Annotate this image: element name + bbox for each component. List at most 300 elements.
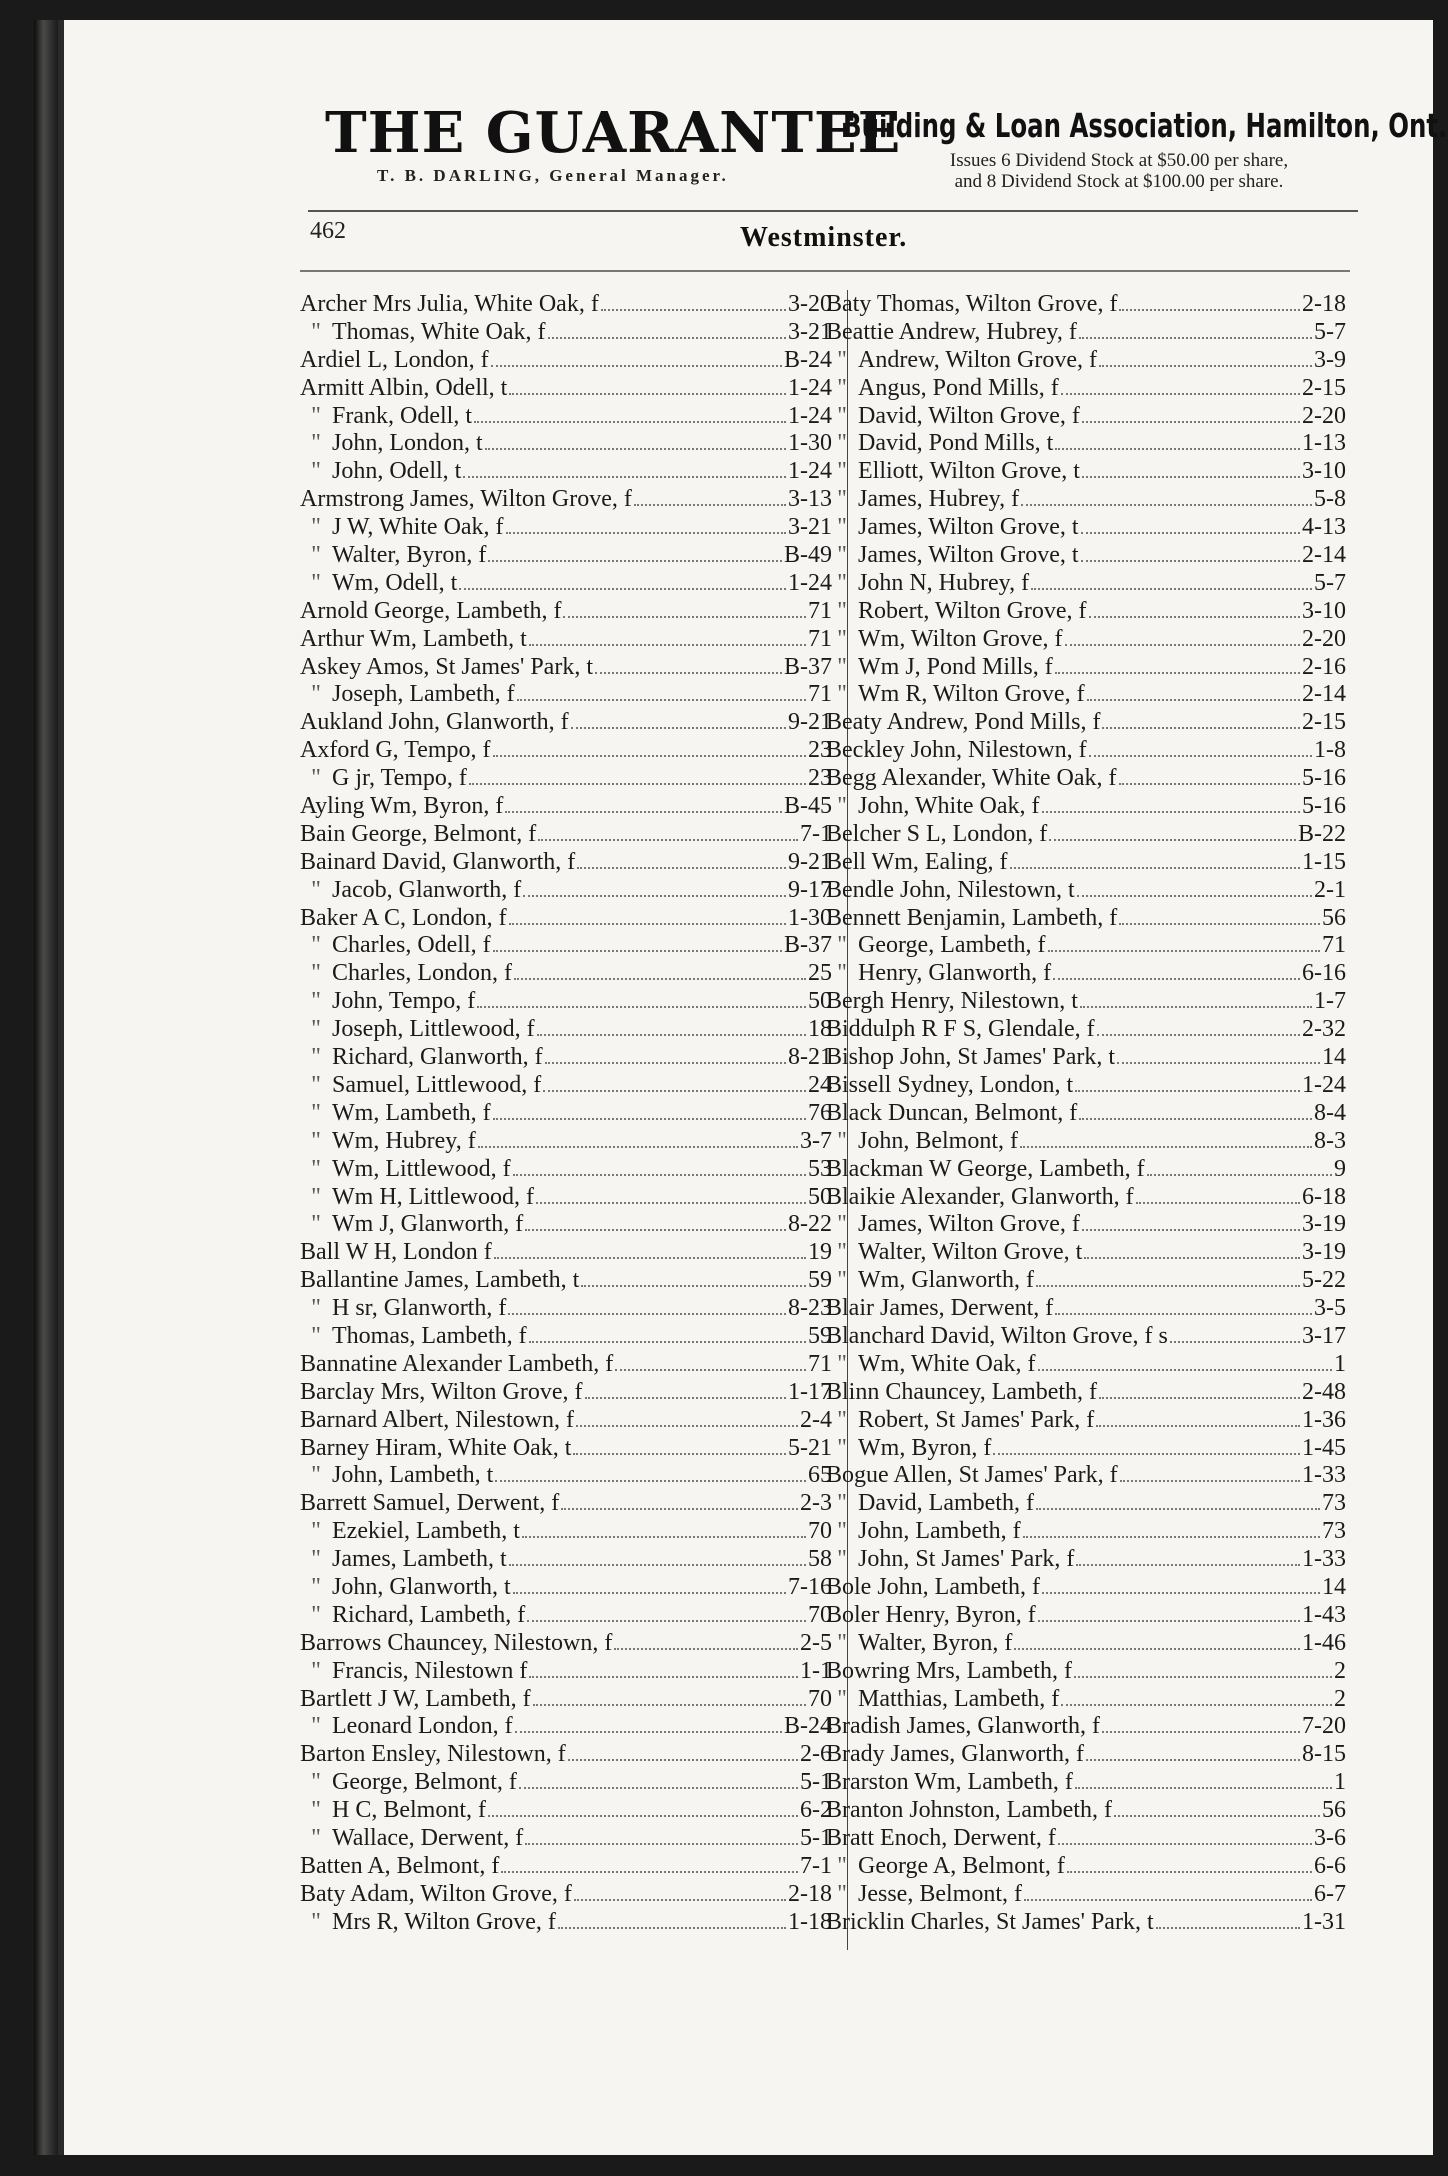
leader-dots — [1080, 1006, 1312, 1008]
entry-name: George, Lambeth, f — [858, 932, 1046, 959]
advert-issues-line1: Issues 6 Dividend Stock at $50.00 per share, — [949, 150, 1289, 171]
leader-dots — [576, 1425, 798, 1427]
entry-lot-number: 53 — [808, 1155, 832, 1182]
leader-dots — [1036, 1508, 1320, 1510]
entry-lot-number: 6-18 — [1302, 1183, 1346, 1210]
ditto-mark: " — [837, 1629, 847, 1656]
ditto-mark: " — [837, 1434, 847, 1461]
directory-entry — [826, 1658, 1346, 1686]
leader-dots — [1058, 1843, 1312, 1845]
entry-name: Beattie Andrew, Hubrey, f — [826, 318, 1077, 345]
leader-dots — [478, 1146, 798, 1148]
ditto-mark: " — [837, 374, 847, 401]
advertisement-header — [255, 100, 1448, 210]
entry-name: Joseph, Littlewood, f — [332, 1016, 535, 1043]
entry-lot-number: 2-32 — [1302, 1016, 1346, 1043]
entry-lot-number: 1-33 — [1302, 1462, 1346, 1489]
entry-name: Blaikie Alexander, Glanworth, f — [826, 1183, 1134, 1210]
ditto-mark: " — [837, 1546, 847, 1573]
entry-name: Jesse, Belmont, f — [858, 1880, 1022, 1907]
directory-entry — [826, 1741, 1346, 1769]
entry-lot-number: B-24 — [784, 346, 832, 373]
entry-lot-number: 6-16 — [1302, 960, 1346, 987]
entry-name: Wallace, Derwent, f — [332, 1824, 524, 1851]
entry-name: Bowring Mrs, Lambeth, f — [826, 1657, 1072, 1684]
entry-name: Francis, Nilestown f — [332, 1657, 528, 1684]
leader-dots — [491, 365, 782, 367]
entry-name: Jacob, Glanworth, f — [332, 876, 522, 903]
entry-name: Barnard Albert, Nilestown, f — [300, 1406, 574, 1433]
ditto-mark: " — [837, 542, 847, 569]
entry-name: Bendle John, Nilestown, t — [826, 876, 1075, 903]
entry-name: Blinn Chauncey, Lambeth, f — [826, 1378, 1098, 1405]
entry-name: James, Lambeth, t — [332, 1546, 507, 1573]
entry-lot-number: 71 — [808, 597, 832, 624]
ditto-mark: " — [311, 1657, 321, 1684]
entry-lot-number: 1 — [1334, 1350, 1346, 1377]
directory-entry — [300, 1518, 832, 1546]
entry-name: Aukland John, Glanworth, f — [300, 709, 569, 736]
entry-lot-number: 5-21 — [788, 1434, 832, 1461]
entry-lot-number: 7-20 — [1302, 1713, 1346, 1740]
entry-lot-number: 3-21 — [788, 514, 832, 541]
directory-entry — [300, 1853, 832, 1881]
entry-name: Barrett Samuel, Derwent, f — [300, 1490, 560, 1517]
entry-lot-number: 5-16 — [1302, 793, 1346, 820]
directory-entry — [300, 654, 832, 682]
leader-dots — [515, 1731, 782, 1733]
directory-entry — [300, 1546, 832, 1574]
leader-dots — [1119, 309, 1300, 311]
entry-name: Richard, Glanworth, f — [332, 1044, 543, 1071]
directory-entry — [826, 1909, 1346, 1937]
entry-lot-number: 2-3 — [800, 1490, 832, 1517]
directory-entry — [826, 1100, 1346, 1128]
directory-entry — [826, 1211, 1346, 1239]
leader-dots — [1049, 839, 1296, 841]
directory-entry — [826, 1630, 1346, 1658]
entry-lot-number: 6-6 — [1314, 1852, 1346, 1879]
entry-lot-number: 3-10 — [1302, 458, 1346, 485]
leader-dots — [517, 699, 806, 701]
entry-lot-number: 2-18 — [1302, 291, 1346, 317]
entry-lot-number: 3-9 — [1314, 346, 1346, 373]
entry-lot-number: 1-46 — [1302, 1629, 1346, 1656]
ditto-mark: " — [311, 1099, 321, 1126]
leader-dots — [561, 1508, 798, 1510]
directory-entry — [300, 598, 832, 626]
leader-dots — [1119, 923, 1320, 925]
entry-lot-number: 50 — [808, 988, 832, 1015]
directory-entry — [300, 319, 832, 347]
ditto-mark: " — [311, 932, 321, 959]
directory-entry — [300, 542, 832, 570]
ditto-mark: " — [311, 1573, 321, 1600]
entry-lot-number: 7-16 — [788, 1573, 832, 1600]
directory-entry — [826, 1323, 1346, 1351]
directory-entry — [826, 1490, 1346, 1518]
entry-name: Barclay Mrs, Wilton Grove, f — [300, 1378, 583, 1405]
entry-lot-number: 8-3 — [1314, 1127, 1346, 1154]
ditto-mark: " — [311, 569, 321, 596]
entry-lot-number: 25 — [808, 960, 832, 987]
entry-lot-number: 2-6 — [800, 1741, 832, 1768]
directory-entry — [826, 1881, 1346, 1909]
ditto-mark: " — [311, 876, 321, 903]
ditto-mark: " — [837, 346, 847, 373]
ditto-mark: " — [311, 988, 321, 1015]
directory-entry — [826, 1184, 1346, 1212]
directory-entry — [300, 1100, 832, 1128]
entry-name: Bain George, Belmont, f — [300, 820, 537, 847]
ditto-mark: " — [837, 932, 847, 959]
entry-lot-number: 71 — [808, 625, 832, 652]
leader-dots — [1156, 1927, 1300, 1929]
leader-dots — [488, 1815, 798, 1817]
ditto-mark: " — [837, 681, 847, 708]
ditto-mark: " — [311, 1601, 321, 1628]
entry-lot-number: 70 — [808, 1601, 832, 1628]
entry-lot-number: B-37 — [784, 653, 832, 680]
leader-dots — [1038, 1620, 1300, 1622]
leader-dots — [1031, 588, 1312, 590]
directory-entry — [826, 1797, 1346, 1825]
leader-dots — [558, 1927, 786, 1929]
leader-dots — [1023, 1536, 1320, 1538]
leader-dots — [1055, 448, 1300, 450]
ditto-mark: " — [311, 1295, 321, 1322]
entry-name: Bannatine Alexander Lambeth, f — [300, 1350, 614, 1377]
directory-entry — [300, 1741, 832, 1769]
leader-dots — [494, 1257, 806, 1259]
directory-entry — [300, 626, 832, 654]
entry-lot-number: 3-20 — [788, 291, 832, 317]
entry-lot-number: B-22 — [1298, 820, 1346, 847]
leader-dots — [529, 1341, 806, 1343]
directory-entry — [826, 1044, 1346, 1072]
leader-dots — [529, 1676, 798, 1678]
entry-name: Armstrong James, Wilton Grove, f — [300, 486, 632, 513]
entry-name: John, London, t — [332, 430, 483, 457]
ditto-mark: " — [311, 458, 321, 485]
entry-name: Bainard David, Glanworth, f — [300, 848, 576, 875]
entry-name: Wm R, Wilton Grove, f — [858, 681, 1085, 708]
entry-lot-number: 1-24 — [1302, 1071, 1346, 1098]
entry-name: Bradish James, Glanworth, f — [826, 1713, 1100, 1740]
leader-dots — [1087, 699, 1300, 701]
entry-lot-number: 71 — [808, 681, 832, 708]
entry-lot-number: 70 — [808, 1518, 832, 1545]
leader-dots — [1038, 1369, 1332, 1371]
leader-dots — [1082, 421, 1300, 423]
entry-name: H sr, Glanworth, f — [332, 1295, 507, 1322]
entry-name: Charles, Odell, f — [332, 932, 491, 959]
leader-dots — [1079, 337, 1312, 339]
directory-entry — [826, 1016, 1346, 1044]
entry-lot-number: 1-30 — [788, 904, 832, 931]
leader-dots — [523, 895, 786, 897]
entry-name: Belcher S L, London, f — [826, 820, 1048, 847]
directory-entry — [826, 1853, 1346, 1881]
entry-name: Archer Mrs Julia, White Oak, f — [300, 291, 599, 317]
directory-entry — [826, 598, 1346, 626]
directory-entry — [300, 1602, 832, 1630]
entry-lot-number: 5-1 — [800, 1824, 832, 1851]
entry-lot-number: 18 — [808, 1016, 832, 1043]
entry-lot-number: 3-19 — [1302, 1211, 1346, 1238]
ditto-mark: " — [837, 402, 847, 429]
section-title: Westminster. — [740, 222, 908, 253]
ditto-mark: " — [837, 793, 847, 820]
entry-name: Thomas, White Oak, f — [332, 318, 546, 345]
entry-name: John, Glanworth, t — [332, 1573, 511, 1600]
entry-lot-number: 2-14 — [1302, 542, 1346, 569]
ditto-mark: " — [311, 1546, 321, 1573]
directory-entry — [300, 737, 832, 765]
entry-lot-number: 1-24 — [788, 569, 832, 596]
right-column — [826, 291, 1346, 1937]
leader-dots — [493, 950, 782, 952]
leader-dots — [1082, 1229, 1300, 1231]
entry-lot-number: 3-6 — [1314, 1824, 1346, 1851]
directory-entry — [826, 793, 1346, 821]
directory-entry — [300, 1769, 832, 1797]
directory-entry — [300, 1825, 832, 1853]
ditto-mark: " — [837, 1350, 847, 1377]
entry-lot-number: 2-4 — [800, 1406, 832, 1433]
leader-dots — [573, 1453, 786, 1455]
directory-entry — [300, 458, 832, 486]
leader-dots — [1055, 1313, 1312, 1315]
entry-name: Wm J, Pond Mills, f — [858, 653, 1053, 680]
ditto-mark: " — [837, 960, 847, 987]
entry-lot-number: 3-21 — [788, 318, 832, 345]
leader-dots — [1079, 1118, 1312, 1120]
leader-dots — [1102, 1731, 1300, 1733]
leader-dots — [1020, 1146, 1312, 1148]
leader-dots — [615, 1369, 806, 1371]
leader-dots — [1120, 1480, 1300, 1482]
directory-entry — [826, 654, 1346, 682]
leader-dots — [477, 1006, 806, 1008]
entry-lot-number: 6-2 — [800, 1797, 832, 1824]
entry-lot-number: 56 — [1322, 1797, 1346, 1824]
directory-entry — [826, 347, 1346, 375]
entry-name: John, Odell, t — [332, 458, 462, 485]
entry-lot-number: 5-7 — [1314, 318, 1346, 345]
entry-name: James, Wilton Grove, t — [858, 514, 1079, 541]
leader-dots — [1147, 1174, 1332, 1176]
entry-lot-number: 1-17 — [788, 1378, 832, 1405]
ditto-mark: " — [311, 960, 321, 987]
entry-lot-number: 3-7 — [800, 1127, 832, 1154]
entry-name: Ball W H, London f — [300, 1239, 492, 1266]
leader-dots — [545, 1062, 786, 1064]
entry-name: Askey Amos, St James' Park, t — [300, 653, 593, 680]
leader-dots — [1136, 1202, 1300, 1204]
directory-entry — [826, 877, 1346, 905]
directory-entry — [300, 1574, 832, 1602]
directory-entry — [300, 1630, 832, 1658]
leader-dots — [519, 1787, 798, 1789]
leader-dots — [537, 1034, 806, 1036]
entry-lot-number: 2-14 — [1302, 681, 1346, 708]
ditto-mark: " — [311, 1016, 321, 1043]
entry-name: Bissell Sydney, London, t — [826, 1071, 1074, 1098]
entry-name: Batten A, Belmont, f — [300, 1852, 500, 1879]
entry-name: James, Wilton Grove, t — [858, 542, 1079, 569]
directory-entry — [300, 877, 832, 905]
leader-dots — [1082, 476, 1300, 478]
ditto-mark: " — [837, 625, 847, 652]
leader-dots — [1089, 616, 1300, 618]
directory-entry — [826, 1128, 1346, 1156]
directory-entry — [826, 1713, 1346, 1741]
directory-entry — [300, 1323, 832, 1351]
leader-dots — [1086, 1759, 1300, 1761]
entry-name: Elliott, Wilton Grove, t — [858, 458, 1080, 485]
directory-entry — [300, 375, 832, 403]
entry-name: Wm, Wilton Grove, f — [858, 625, 1063, 652]
directory-entry — [826, 709, 1346, 737]
entry-name: Arnold George, Lambeth, f — [300, 597, 562, 624]
directory-entry — [826, 1295, 1346, 1323]
entry-lot-number: 9-21 — [788, 848, 832, 875]
entry-name: Ayling Wm, Byron, f — [300, 793, 504, 820]
leader-dots — [1099, 365, 1312, 367]
ditto-mark: " — [311, 1322, 321, 1349]
entry-lot-number: 2-5 — [800, 1629, 832, 1656]
ditto-mark: " — [837, 1406, 847, 1433]
entry-lot-number: 50 — [808, 1183, 832, 1210]
leader-dots — [568, 1759, 798, 1761]
directory-entry — [826, 1351, 1346, 1379]
entry-lot-number: 2-18 — [788, 1880, 832, 1907]
leader-dots — [536, 1202, 806, 1204]
leader-dots — [525, 1229, 786, 1231]
left-column — [300, 291, 832, 1937]
entry-name: Robert, St James' Park, f — [858, 1406, 1095, 1433]
ditto-mark: " — [311, 1183, 321, 1210]
directory-entry — [826, 486, 1346, 514]
entry-lot-number: 5-7 — [1314, 569, 1346, 596]
leader-dots — [509, 923, 786, 925]
entry-name: Begg Alexander, White Oak, f — [826, 765, 1117, 792]
entry-lot-number: 2-16 — [1302, 653, 1346, 680]
leader-dots — [1048, 950, 1321, 952]
directory-entry — [826, 319, 1346, 347]
leader-dots — [1089, 755, 1312, 757]
leader-dots — [614, 1648, 798, 1650]
ditto-mark: " — [311, 1713, 321, 1740]
entry-name: J W, White Oak, f — [332, 514, 504, 541]
entry-lot-number: 3-10 — [1302, 597, 1346, 624]
leader-dots — [1024, 1899, 1312, 1901]
entry-lot-number: 5-8 — [1314, 486, 1346, 513]
entry-name: John, Lambeth, t — [332, 1462, 494, 1489]
directory-entry — [300, 291, 832, 319]
entry-lot-number: 1 — [1334, 1769, 1346, 1796]
entry-lot-number: 73 — [1322, 1490, 1346, 1517]
entry-lot-number: 3-19 — [1302, 1239, 1346, 1266]
entry-name: Thomas, Lambeth, f — [332, 1322, 527, 1349]
entry-lot-number: B-24 — [784, 1713, 832, 1740]
entry-name: Branton Johnston, Lambeth, f — [826, 1797, 1112, 1824]
entry-lot-number: 19 — [808, 1239, 832, 1266]
entry-name: Arthur Wm, Lambeth, t — [300, 625, 527, 652]
entry-lot-number: 1-43 — [1302, 1601, 1346, 1628]
directory-entry — [826, 1239, 1346, 1267]
entry-lot-number: 71 — [808, 1350, 832, 1377]
ditto-mark: " — [311, 318, 321, 345]
entry-name: Beaty Andrew, Pond Mills, f — [826, 709, 1101, 736]
entry-name: Walter, Wilton Grove, t — [858, 1239, 1083, 1266]
entry-name: Wm J, Glanworth, f — [332, 1211, 524, 1238]
advert-title: THE GUARANTEE — [325, 100, 902, 166]
entry-name: John, Belmont, f — [858, 1127, 1018, 1154]
ditto-mark: " — [311, 1908, 321, 1935]
entry-lot-number: 24 — [808, 1071, 832, 1098]
entry-name: Wm, Byron, f — [858, 1434, 992, 1461]
directory-entry — [300, 1713, 832, 1741]
entry-lot-number: 1-30 — [788, 430, 832, 457]
directory-entry — [300, 681, 832, 709]
leader-dots — [1075, 1787, 1332, 1789]
ditto-mark: " — [837, 486, 847, 513]
directory-entry — [300, 1072, 832, 1100]
ditto-mark: " — [837, 514, 847, 541]
entry-name: Ballantine James, Lambeth, t — [300, 1267, 580, 1294]
directory-entry — [826, 988, 1346, 1016]
entry-name: Baty Thomas, Wilton Grove, f — [826, 291, 1118, 317]
leader-dots — [1067, 1871, 1312, 1873]
entry-name: Brarston Wm, Lambeth, f — [826, 1769, 1073, 1796]
directory-entry — [300, 486, 832, 514]
ditto-mark: " — [837, 1880, 847, 1907]
leader-dots — [1055, 672, 1300, 674]
directory-entry — [300, 1658, 832, 1686]
entry-name: Blair James, Derwent, f — [826, 1295, 1054, 1322]
directory-entry — [826, 626, 1346, 654]
entry-name: Ezekiel, Lambeth, t — [332, 1518, 520, 1545]
entry-name: Matthias, Lambeth, f — [858, 1685, 1060, 1712]
entry-lot-number: 23 — [808, 737, 832, 764]
leader-dots — [474, 421, 786, 423]
leader-dots — [527, 1620, 806, 1622]
directory-entry — [300, 1044, 832, 1072]
directory-entry — [300, 1211, 832, 1239]
leader-dots — [1084, 1257, 1300, 1259]
leader-dots — [1021, 504, 1312, 506]
leader-dots — [1042, 1592, 1320, 1594]
entry-lot-number: 9 — [1334, 1155, 1346, 1182]
directory-entry — [826, 1379, 1346, 1407]
entry-lot-number: 5-16 — [1302, 765, 1346, 792]
entry-lot-number: 3-13 — [788, 486, 832, 513]
entry-lot-number: 7-1 — [800, 820, 832, 847]
entry-name: John N, Hubrey, f — [858, 569, 1030, 596]
directory-entry — [826, 1462, 1346, 1490]
entry-name: Joseph, Lambeth, f — [332, 681, 515, 708]
ditto-mark: " — [311, 1518, 321, 1545]
leader-dots — [1061, 393, 1300, 395]
leader-dots — [1042, 811, 1300, 813]
entry-lot-number: 1-18 — [788, 1908, 832, 1935]
entry-lot-number: B-37 — [784, 932, 832, 959]
directory-entry — [300, 1351, 832, 1379]
directory-entry — [826, 737, 1346, 765]
entry-lot-number: 70 — [808, 1685, 832, 1712]
